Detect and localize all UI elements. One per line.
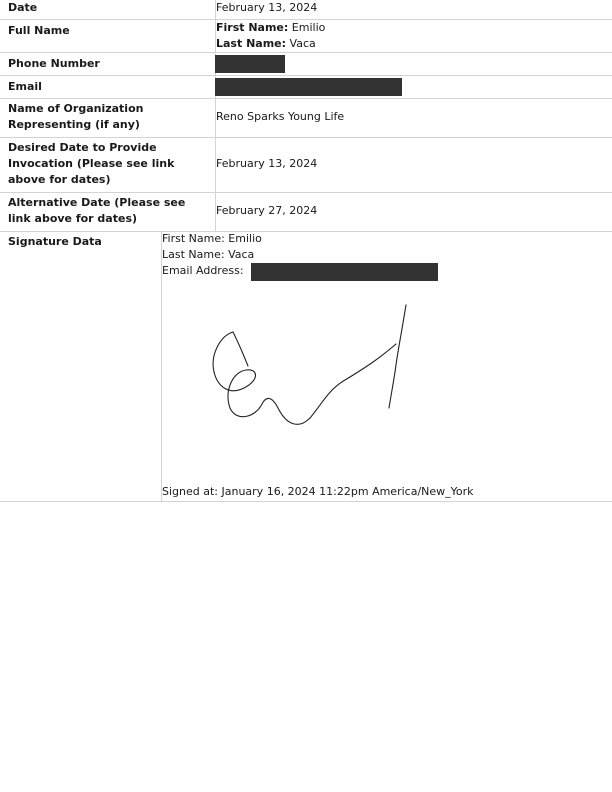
phone-label: Phone Number	[8, 57, 100, 70]
signature-email-redaction	[251, 263, 438, 281]
date-value: February 13, 2024	[216, 1, 318, 14]
email-row	[0, 76, 612, 99]
first-name-value: Emilio	[291, 21, 326, 34]
email-label: Email	[8, 80, 42, 93]
organization-value: Reno Sparks Young Life	[216, 110, 345, 123]
desired-date-value: February 13, 2024	[216, 157, 318, 170]
phone-row	[0, 53, 612, 76]
last-name-line	[216, 36, 316, 52]
organization-row	[0, 99, 612, 138]
first-name-label: First Name:	[216, 21, 289, 34]
alternative-date-row	[0, 193, 612, 232]
date-label: Date	[8, 1, 38, 14]
signature-first-name: First Name: Emilio	[162, 232, 262, 245]
email-redaction	[215, 78, 402, 96]
handwritten-signature	[200, 300, 420, 435]
signature-label: Signature Data	[8, 235, 102, 248]
organization-label: Name of Organization Representing (if any)	[8, 102, 144, 131]
alternative-date-value: February 27, 2024	[216, 204, 318, 217]
date-row	[0, 0, 612, 20]
full-name-row	[0, 20, 612, 53]
desired-date-row	[0, 138, 612, 193]
last-name-label: Last Name:	[216, 37, 287, 50]
phone-redaction	[215, 55, 285, 73]
full-name-label: Full Name	[8, 24, 70, 37]
alternative-date-label: Alternative Date (Please see link above for dates)	[8, 196, 186, 225]
signed-at: Signed at: January 16, 2024 11:22pm America/New_York	[162, 485, 474, 498]
first-name-line	[216, 20, 325, 36]
last-name-value: Vaca	[289, 37, 316, 50]
desired-date-label: Desired Date to Provide Invocation (Please see link above for dates)	[8, 141, 175, 186]
signature-last-name: Last Name: Vaca	[162, 248, 255, 261]
signature-email-label: Email Address:	[162, 264, 244, 277]
